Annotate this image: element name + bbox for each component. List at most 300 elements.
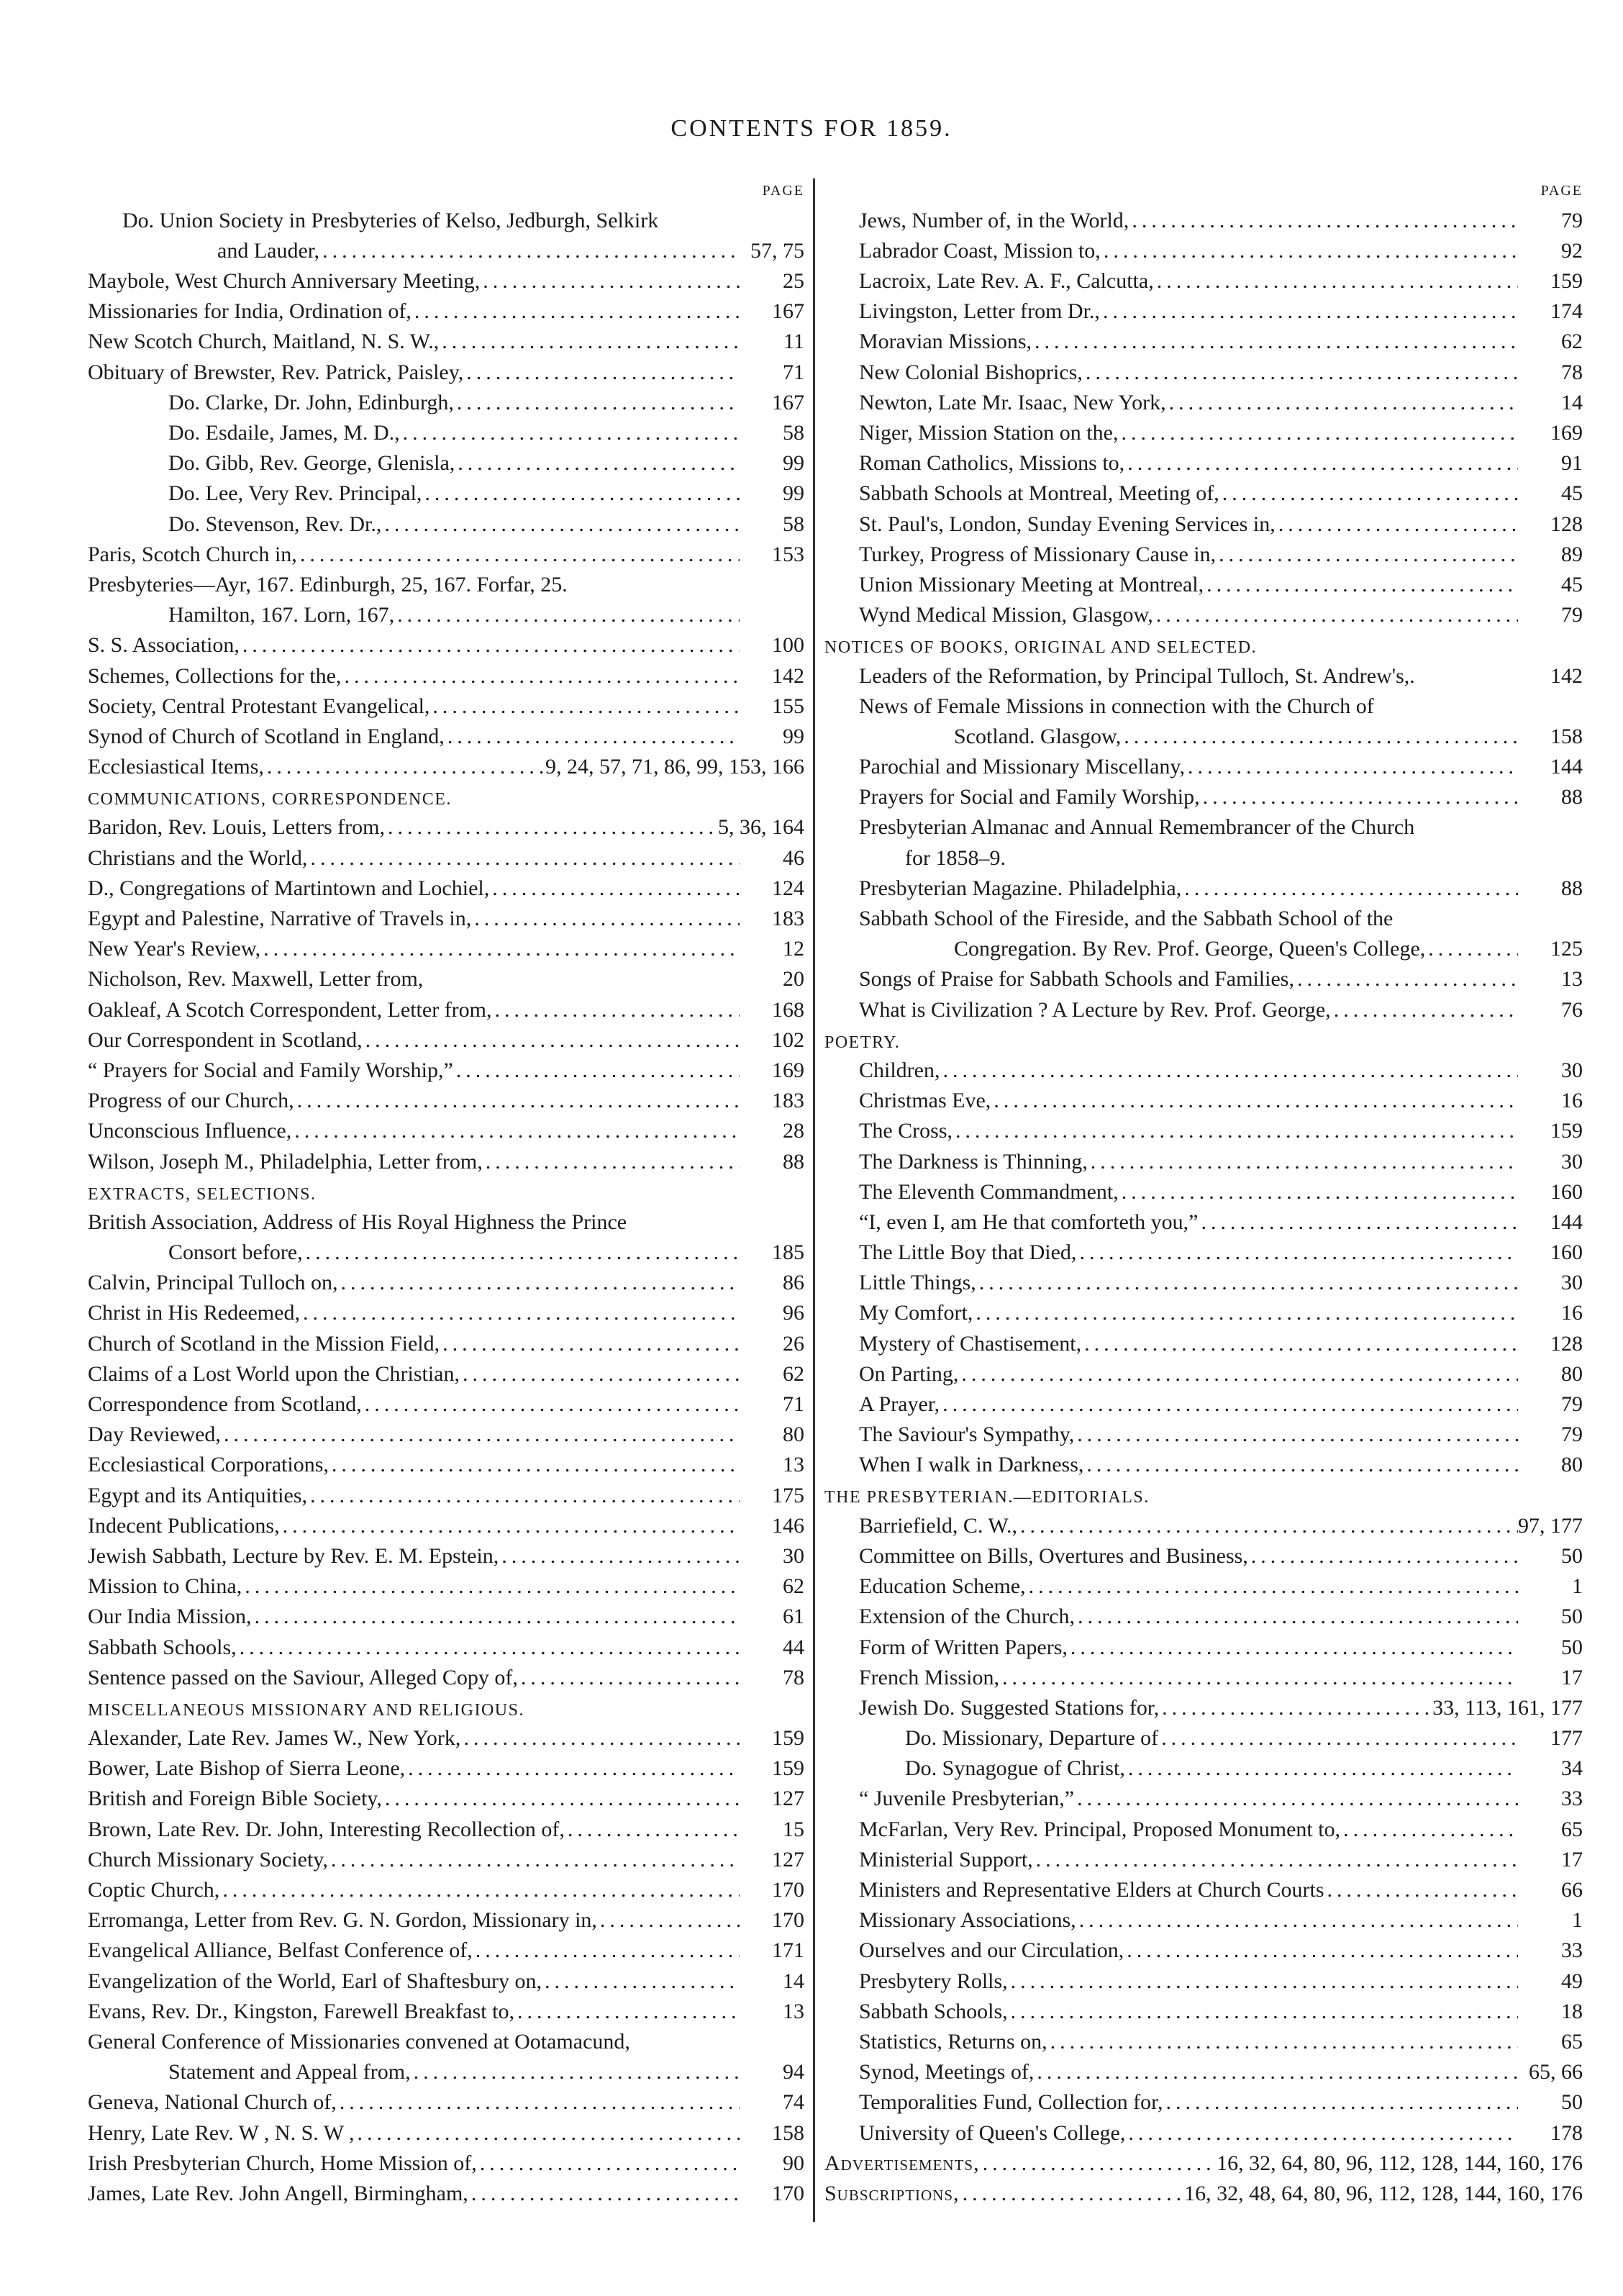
dot-leader [1185,755,1518,780]
page-number: 88 [1561,876,1583,900]
entry-title: Do. Lee, Very Rev. Principal, [168,481,422,506]
page-number: 65 [1561,2029,1583,2054]
page-number: 144 [1550,755,1583,779]
dot-leader [991,1089,1518,1114]
entry-title: Scotland. Glasgow, [954,724,1122,748]
page-number: 15 [783,1817,804,1841]
entry-title: Mission to China, [88,1574,242,1599]
contents-entry [824,1660,1583,1690]
contents-entry [88,1448,804,1478]
page-number: 78 [1561,360,1583,384]
entry-title: Sabbath Schools, [88,1635,237,1659]
page-number: 26 [783,1331,804,1356]
page-number: 79 [1561,1392,1583,1416]
entry-title: COMMUNICATIONS, CORRESPONDENCE. [88,790,452,809]
contents-entry [824,658,1583,689]
dot-leader [400,421,740,446]
entry-title: Temporalities Fund, Collection for, [859,2090,1163,2115]
contents-entry [824,597,1583,627]
contents-entry [824,476,1583,507]
entry-title: Evangelical Alliance, Belfast Conference of, [88,1938,473,1963]
dot-leader [412,299,740,325]
page-number: 16 [1561,1089,1583,1113]
contents-entry [824,1903,1583,1933]
entry-title: S. S. Association, [88,633,240,658]
dot-leader [1125,1756,1518,1782]
dot-leader [1248,1544,1518,1569]
contents-entry [824,2146,1583,2176]
page-number: 14 [783,1969,804,1993]
contents-entry [824,1812,1583,1842]
page-number: 170 [772,2181,804,2205]
entry-title: Sabbath School of the Fireside, and the Sabbath School of the [859,907,1394,930]
page-number: 88 [1561,785,1583,809]
dot-leader [492,998,740,1023]
dot-leader [1200,785,1518,810]
contents-entry [824,932,1583,962]
entry-title: The Little Boy that Died, [859,1240,1077,1265]
contents-entry [88,932,804,962]
entry-title: Baridon, Rev. Louis, Letters from, [88,815,385,840]
entry-title: Jewish Do. Suggested Stations for, [859,1695,1160,1720]
dot-leader [471,907,740,932]
page-number: 167 [772,299,804,324]
contents-entry [88,2024,804,2054]
entry-title: The Cross, [859,1119,953,1143]
contents-entry [88,901,804,931]
page-number: 79 [1561,1422,1583,1447]
contents-entry [88,1508,804,1538]
page-number: 16 [1561,1301,1583,1325]
dot-leader [960,2182,1185,2207]
dot-leader [338,1271,740,1296]
dot-leader [440,1332,740,1357]
entry-title: Egypt and Palestine, Narrative of Travels in, [88,907,472,930]
entry-title: Do. Union Society in Presbyteries of Kelso, Jedburgh, Selkirk [122,208,659,232]
entry-title: The Eleventh Commandment, [859,1179,1119,1204]
page-number: 102 [772,1027,804,1052]
page-number: 142 [772,663,804,688]
page-number: 30 [1561,1149,1583,1174]
contents-entry [88,385,804,415]
dot-leader [514,2000,740,2025]
dot-leader [219,1878,740,1903]
contents-entry [88,1204,804,1235]
entry-title: Ministers and Representative Elders at Church Courts [859,1878,1324,1902]
dot-leader [1153,603,1518,628]
contents-entry [824,1569,1583,1599]
contents-entry [88,1994,804,2024]
page-number: 17 [1561,1847,1583,1871]
section-heading [824,1478,1583,1508]
contents-entry [824,1053,1583,1083]
section-heading [88,780,804,810]
page-number: 66 [1561,1878,1583,1902]
entry-title: Our India Mission, [88,1605,252,1629]
contents-entry [88,1872,804,1902]
contents-entry [824,962,1583,992]
dot-leader [1068,1635,1518,1661]
entry-title: Education Scheme, [859,1574,1026,1599]
page-number: 142 [1550,663,1583,688]
contents-entry [824,780,1583,810]
dot-leader [1125,2121,1518,2146]
page-number: 1 [1572,1908,1583,1933]
page-number: 71 [783,360,804,384]
entry-title: Wynd Medical Mission, Glasgow, [859,603,1153,627]
entry-title: Niger, Mission Station on the, [859,421,1119,445]
contents-entry [88,507,804,537]
page-number: 76 [1561,997,1583,1022]
page-number: 30 [783,1543,804,1568]
dot-leader [1331,998,1518,1023]
contents-column-right [824,178,1583,2206]
entry-title: Correspondence from Scotland, [88,1392,362,1416]
entry-title: Church of Scotland in the Mission Field, [88,1331,440,1356]
page-number: 16, 32, 48, 64, 80, 96, 112, 128, 144, 160, 176 [1184,2181,1583,2205]
page-number: 100 [772,633,804,658]
entry-title: Oakleaf, A Scotch Correspondent, Letter from, [88,997,492,1022]
entry-title: Christmas Eve, [859,1089,991,1113]
entry-title: Prayers for Social and Family Worship, [859,785,1200,809]
dot-leader [468,2182,740,2207]
contents-entry [824,992,1583,1022]
page-number: 96 [783,1301,804,1325]
page-number: 127 [772,1847,804,1871]
entry-title: Roman Catholics, Missions to, [859,451,1125,476]
contents-entry [88,1326,804,1356]
dot-leader [463,360,740,386]
dot-leader [565,1818,740,1843]
page-number: 13 [1561,967,1583,992]
contents-entry [88,1235,804,1265]
dot-leader [294,1089,740,1114]
dot-leader [1124,451,1518,476]
page-number: 155 [772,694,804,718]
dot-leader [381,512,740,537]
entry-title: Do. Synagogue of Christ, [905,1756,1125,1781]
page-number: 146 [772,1513,804,1538]
page-number: 167 [772,390,804,414]
page-number: 1 [1572,1574,1583,1599]
page-number: 13 [783,1999,804,2023]
dot-leader [260,937,740,962]
page-number: 49 [1561,1969,1583,1993]
dot-leader [341,664,740,689]
page-number: 65, 66 [1529,2060,1583,2084]
contents-entry [88,567,804,597]
page-number: 58 [783,512,804,536]
dot-leader [297,543,740,568]
contents-entry [88,355,804,385]
contents-entry [824,689,1583,719]
entry-title: Mystery of Chastisement, [859,1331,1082,1356]
entry-title: Sabbath Schools, [859,1999,1008,2023]
contents-entry [88,1053,804,1083]
contents-entry [88,1296,804,1326]
dot-leader [307,1484,740,1509]
entry-title: for 1858–9. [905,845,1006,870]
page-number: 178 [1550,2120,1583,2145]
dot-leader [221,1422,740,1448]
entry-title: Day Reviewed, [88,1422,221,1447]
page-number: 175 [772,1483,804,1507]
page-number: 92 [1561,238,1583,263]
contents-entry [88,1933,804,1964]
dot-leader [1026,1574,1518,1600]
page-number: 80 [783,1422,804,1447]
contents-entry [88,1083,804,1113]
dot-leader [363,1028,740,1053]
contents-entry [824,1296,1583,1326]
dot-leader [291,1119,740,1144]
contents-entry [824,901,1583,931]
page-number: 16, 32, 64, 80, 96, 112, 128, 144, 160, 176 [1217,2151,1583,2175]
dot-leader [455,451,740,476]
entry-title: The Saviour's Sympathy, [859,1422,1075,1447]
page-number: 128 [1550,1331,1583,1356]
dot-leader [242,1574,740,1600]
entry-title: Christians and the World, [88,845,308,870]
contents-entry [824,1174,1583,1204]
dot-leader [445,725,740,750]
dot-leader [1181,876,1518,902]
contents-entry [88,962,804,992]
entry-title: When I walk in Darkness, [859,1453,1084,1477]
contents-entry [88,597,804,627]
page-title: CONTENTS FOR 1859. [670,115,953,142]
entry-title: Synod of Church of Scotland in England, [88,724,445,748]
contents-entry [88,1720,804,1751]
contents-entry [824,1751,1583,1782]
dot-leader [429,694,740,720]
entry-title: Do. Esdaile, James, M. D., [168,421,400,445]
entry-title: James, Late Rev. John Angell, Birmingham, [88,2181,468,2205]
page-number: 80 [1561,1361,1583,1386]
entry-title: Presbyteries—Ayr, 167. Edinburgh, 25, 167. Forfar, 25. [88,572,568,596]
contents-entry [824,2115,1583,2146]
entry-title: Moravian Missions, [859,330,1032,354]
page-number: 174 [1550,299,1583,324]
page-number: 50 [1561,1635,1583,1659]
entry-title: Progress of our Church, [88,1089,294,1113]
entry-title: Leaders of the Reformation, by Principal Tulloch, St. Andrew's,. [859,663,1415,688]
entry-title: Subscriptions, [824,2181,960,2205]
page-number: 62 [783,1574,804,1599]
contents-entry [88,446,804,476]
dot-leader [328,1848,740,1873]
contents-entry [88,1417,804,1448]
page-number: 159 [1550,1119,1583,1143]
entry-title: Parochial and Missionary Miscellany, [859,755,1185,779]
entry-title: Statistics, Returns on, [859,2029,1047,2054]
entry-title: General Conference of Missionaries convened at Ootamacund, [88,2029,630,2054]
page-number: 13 [783,1453,804,1477]
entry-title: “ Prayers for Social and Family Worship,” [88,1058,453,1082]
dot-leader [1017,1514,1518,1539]
dot-leader [980,2151,1217,2177]
entry-title: Erromanga, Letter from Rev. G. N. Gordon, Missionary in, [88,1908,597,1933]
dot-leader [1154,269,1518,294]
entry-title: Society, Central Protestant Evangelical, [88,694,430,718]
entry-title: Union Missionary Meeting at Montreal, [859,572,1204,596]
entry-title: Ministerial Support, [859,1847,1033,1871]
page-number: 160 [1550,1240,1583,1265]
page-number: 160 [1550,1179,1583,1204]
entry-title: Labrador Coast, Mission to, [859,238,1101,263]
page-number: 57, 75 [750,238,804,263]
entry-title: Newton, Late Mr. Isaac, New York, [859,390,1166,414]
contents-entry [88,476,804,507]
section-heading [88,1690,804,1720]
dot-leader [264,755,545,780]
page-number: 94 [783,2060,804,2084]
entry-title: Presbyterian Almanac and Annual Remembrancer of the Church [859,815,1415,840]
dot-leader [489,876,740,902]
page-number: 158 [1550,724,1583,748]
dot-leader [1081,1332,1518,1357]
page-number: 33 [1561,1787,1583,1811]
page-number: 34 [1561,1756,1583,1781]
entry-title: Synod, Meetings of, [859,2060,1035,2084]
contents-entry [88,325,804,355]
entry-title: Turkey, Progress of Missionary Cause in, [859,542,1217,566]
page-number: 169 [1550,421,1583,445]
page-number: 33 [1561,1938,1583,1963]
entry-title: Do. Clarke, Dr. John, Edinburgh, [168,390,454,414]
entry-title: Committee on Bills, Overtures and Business, [859,1543,1248,1568]
contents-entry [88,1387,804,1417]
contents-entry [824,1964,1583,1994]
section-heading [824,628,1583,658]
contents-entry [824,1872,1583,1902]
dot-leader [1076,1240,1518,1266]
dot-leader [953,1119,1518,1144]
contents-entry [824,294,1583,325]
entry-title: Bower, Late Bishop of Sierra Leone, [88,1756,406,1781]
contents-entry [88,1660,804,1690]
entry-title: Advertisements, [824,2151,980,2175]
entry-title: “ Juvenile Presbyterian,” [859,1787,1075,1811]
entry-list-right [824,203,1583,2206]
page-number: 170 [772,1908,804,1933]
entry-title: Wilson, Joseph M., Philadelphia, Letter from, [88,1149,483,1174]
contents-entry [824,415,1583,445]
entry-title: New Colonial Bishoprics, [859,360,1083,384]
contents-column-left [88,178,804,2206]
page-number: 159 [772,1726,804,1751]
dot-leader [1219,481,1518,507]
contents-entry [824,1600,1583,1630]
entry-title: McFarlan, Very Rev. Principal, Proposed Monument to, [859,1817,1341,1841]
page-number: 17 [1561,1665,1583,1689]
dot-leader [1124,1938,1518,1964]
entry-title: Songs of Praise for Sabbath Schools and Families, [859,967,1294,992]
entry-title: Christ in His Redeemed, [88,1301,300,1325]
dot-leader [422,481,740,507]
dot-leader [1083,1453,1518,1478]
page-number: 158 [772,2120,804,2145]
entry-title: Lacroix, Late Rev. A. F., Calcutta, [859,269,1154,294]
entry-title: Schemes, Collections for the, [88,663,342,688]
contents-entry [824,233,1583,263]
page-number: 58 [783,421,804,445]
contents-entry [824,1690,1583,1720]
page-number: 45 [1561,481,1583,506]
page-number: 50 [1561,1543,1583,1568]
dot-leader [1119,1180,1518,1205]
page-number: 79 [1561,208,1583,232]
dot-leader [280,1514,740,1539]
contents-entry [88,810,804,840]
contents-entry [88,2146,804,2176]
contents-entry [824,1114,1583,1144]
contents-entry [824,1326,1583,1356]
entry-title: Presbytery Rolls, [859,1969,1008,1993]
dot-leader [382,1787,740,1812]
contents-entry [824,1933,1583,1964]
dot-leader [411,2060,740,2085]
entry-title: St. Paul's, London, Sunday Evening Services in, [859,512,1276,536]
entry-title: Jewish Sabbath, Lecture by Rev. E. M. Epstein, [88,1543,499,1568]
contents-entry [824,325,1583,355]
page-number: 50 [1561,1605,1583,1629]
contents-entry [88,1478,804,1508]
contents-entry [824,446,1583,476]
dot-leader [337,2090,740,2115]
page-number: 46 [783,845,804,870]
dot-leader [405,1756,740,1782]
page-number: 99 [783,724,804,748]
dot-leader [237,1635,740,1661]
contents-entry [824,567,1583,597]
page-number: 90 [783,2151,804,2175]
dot-leader [1294,967,1518,992]
dot-leader [394,603,740,628]
entry-title: Missionary Associations, [859,1908,1076,1933]
page-number: 5, 36, 164 [718,815,804,840]
dot-leader [439,330,740,355]
entry-title: Obituary of Brewster, Rev. Patrick, Paisley, [88,360,464,384]
entry-title: My Comfort, [859,1301,973,1325]
contents-entry [824,1720,1583,1751]
page-number: 30 [1561,1271,1583,1295]
entry-title: Ecclesiastical Items, [88,755,264,779]
page-number: 14 [1561,390,1583,414]
dot-leader [454,391,740,416]
entry-title: University of Queen's College, [859,2120,1126,2145]
page-number: 62 [783,1361,804,1386]
dot-leader [300,1301,740,1326]
dot-leader [1083,360,1518,386]
dot-leader [1032,330,1518,355]
dot-leader [1340,1818,1518,1843]
contents-entry [88,840,804,871]
dot-leader [597,1908,740,1933]
contents-entry [824,810,1583,840]
page-number: 61 [783,1605,804,1629]
page-number: 28 [783,1119,804,1143]
contents-entry [824,1144,1583,1174]
entry-title: Form of Written Papers, [859,1635,1068,1659]
dot-leader [1047,2030,1518,2055]
page-number: 18 [1561,1999,1583,2023]
page-column-label: PAGE [1540,183,1583,199]
dot-leader [958,1362,1518,1387]
entry-title: Consort before, [168,1240,303,1265]
page-number: 177 [1550,1726,1583,1751]
entry-title: Paris, Scotch Church in, [88,542,297,566]
